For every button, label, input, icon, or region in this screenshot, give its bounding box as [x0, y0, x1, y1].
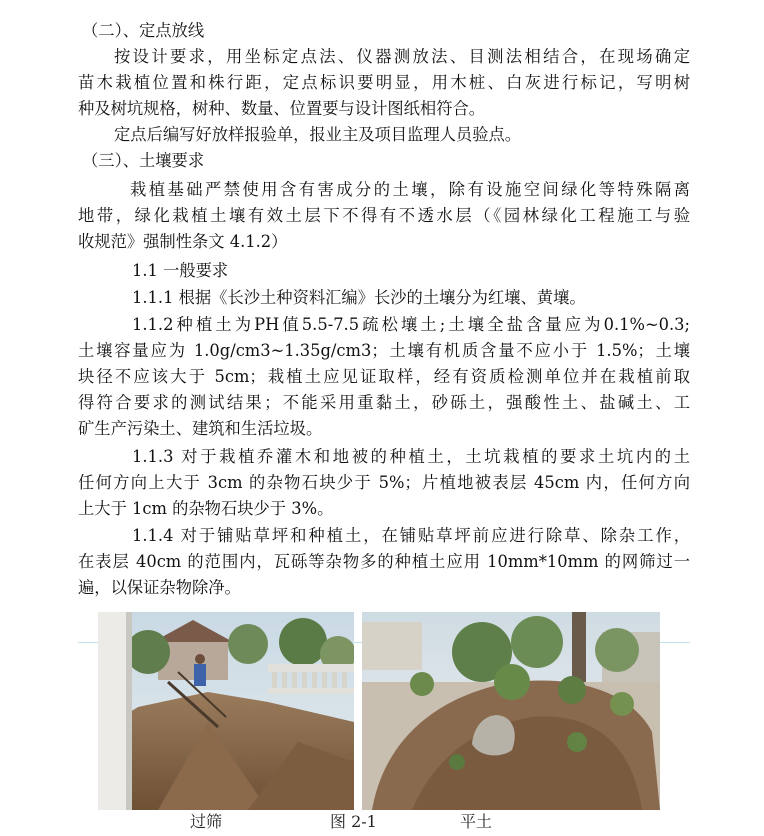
- paragraph-line: 苗木栽植位置和株行距，定点标识要明显，用木桩、白灰进行标记，写明树: [78, 73, 690, 92]
- item-1-1-2-line: 得符合要求的测试结果；不能采用重黏土，砂砾土，强酸性土、盐碱土、工: [78, 393, 690, 412]
- paragraph-line: 种及树坑规格，树种、数量、位置要与设计图纸相符合。: [78, 99, 486, 118]
- subsection-heading-1-1: 1.1 一般要求: [132, 261, 229, 280]
- item-1-1-2-line: 矿生产污染土、建筑和生活垃圾。: [78, 419, 323, 438]
- paragraph-line: 收规范》强制性条文 4.1.2）: [78, 232, 288, 251]
- item-1-1-1: 1.1.1 根据《长沙土种资料汇编》长沙的土壤分为红壤、黄壤。: [132, 288, 586, 307]
- figure-caption-center: 图 2-1: [330, 812, 377, 831]
- item-1-1-4-line: 在表层 40cm 的范围内，瓦砾等杂物多的种植土应用 10mm*10mm 的网筛过一: [78, 552, 690, 571]
- item-1-1-3-line: 1.1.3 对于栽植乔灌木和地被的种植土，土坑栽植的要求土坑内的土: [132, 447, 690, 466]
- section-heading-3: （三）、土壤要求: [82, 151, 205, 170]
- paragraph-line: 定点后编写好放样报验单，报业主及项目监理人员验点。: [114, 125, 522, 144]
- item-1-1-2-line: 土壤容量应为 1.0g/cm3~1.35g/cm3；土壤有机质含量不应小于 1.5%；土壤: [78, 341, 690, 360]
- paragraph-line: 按设计要求，用坐标定点法、仪器测放法、目测法相结合，在现场确定: [114, 47, 690, 66]
- paragraph-line: 地带，绿化栽植土壤有效土层下不得有不透水层（《园林绿化工程施工与验: [78, 206, 690, 225]
- photo-leveled-soil: [362, 612, 660, 810]
- photo-sieving-soil: [98, 612, 354, 810]
- item-1-1-2-line: 块径不应该大于 5cm；栽植土应见证取样，经有资质检测单位并在栽植前取: [78, 367, 690, 386]
- section-heading-2: （二）、定点放线: [82, 21, 205, 40]
- item-1-1-4-line: 遍，以保证杂物除净。: [78, 578, 241, 597]
- item-1-1-4-line: 1.1.4 对于铺贴草坪和种植土，在铺贴草坪前应进行除草、除杂工作，: [132, 526, 690, 545]
- figure-caption-left: 过筛: [190, 812, 223, 831]
- item-1-1-2-line: 1.1.2种植土为PH值5.5-7.5疏松壤土;土壤全盐含量应为0.1%~0.3;: [132, 315, 690, 334]
- item-1-1-3-line: 上大于 1cm 的杂物石块少于 3%。: [78, 499, 334, 518]
- paragraph-line: 栽植基础严禁使用含有害成分的土壤，除有设施空间绿化等特殊隔离: [130, 180, 690, 199]
- figure-caption-right: 平土: [460, 812, 493, 831]
- item-1-1-3-line: 任何方向上大于 3cm 的杂物石块少于 5%；片植地被表层 45cm 内，任何方向: [78, 473, 690, 492]
